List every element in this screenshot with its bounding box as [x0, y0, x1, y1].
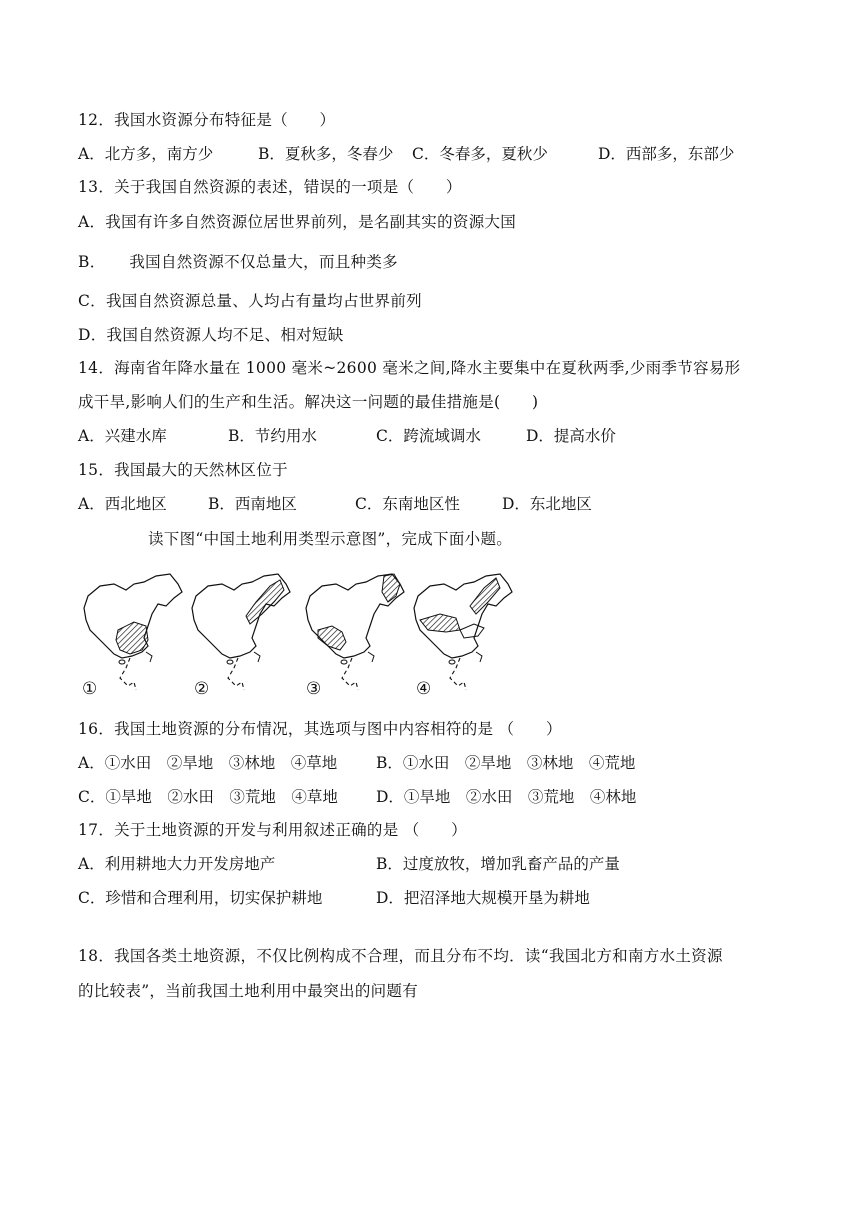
q14-stem-line2: 成干旱,影响人们的生产和生活。解决这一问题的最佳措施是( )	[78, 393, 539, 411]
q15-option-c: C．东南地区性	[355, 495, 460, 513]
q12-option-a: A．北方多，南方少	[78, 145, 214, 163]
map-4	[414, 574, 512, 690]
q18-stem-line1: 18．我国各类土地资源，不仅比例构成不合理，而且分布不均．读“我国北方和南方水土资源	[78, 947, 723, 965]
q15-option-d: D．东北地区	[502, 495, 592, 513]
map-3	[306, 574, 404, 690]
map-label-2: ②	[194, 679, 210, 699]
q17-option-a: A．利用耕地大力开发房地产	[78, 855, 276, 873]
q15-option-a: A．西北地区	[78, 495, 167, 513]
q16-option-c: C．①旱地 ②水田 ③荒地 ④草地	[78, 788, 338, 806]
q16-option-b: B．①水田 ②旱地 ③林地 ④荒地	[376, 754, 636, 772]
q13-option-c: C．我国自然资源总量、人均占有量均占世界前列	[78, 292, 422, 310]
map-2	[192, 574, 290, 690]
q15-stem: 15．我国最大的天然林区位于	[78, 461, 288, 479]
q16-stem: 16．我国土地资源的分布情况，其选项与图中内容相符的是 （ ）	[78, 720, 562, 738]
figure-intro: 读下图“中国土地利用类型示意图”，完成下面小题。	[148, 530, 513, 548]
q16-option-a: A．①水田 ②旱地 ③林地 ④草地	[78, 754, 338, 772]
q16-option-d: D．①旱地 ②水田 ③荒地 ④林地	[376, 788, 637, 806]
q12-option-c: C．冬春多，夏秋少	[412, 145, 548, 163]
q13-option-b: B． 我国自然资源不仅总量大，而且种类多	[78, 253, 398, 271]
q14-stem-line1: 14．海南省年降水量在 1000 毫米~2600 毫米之间,降水主要集中在夏秋两季,少雨季节容易形	[78, 359, 741, 377]
q17-option-c: C．珍惜和合理利用，切实保护耕地	[78, 889, 323, 907]
q12-stem: 12．我国水资源分布特征是（ ）	[78, 111, 336, 129]
q14-option-b: B．节约用水	[228, 427, 317, 445]
q12-option-d: D．西部多，东部少	[598, 145, 735, 163]
q14-option-c: C．跨流域调水	[376, 427, 481, 445]
q15-option-b: B．西南地区	[208, 495, 297, 513]
q14-option-a: A．兴建水库	[78, 427, 167, 445]
q12-option-b: B．夏秋多，冬春少	[258, 145, 394, 163]
land-use-maps-figure	[82, 572, 522, 700]
q13-option-d: D．我国自然资源人均不足、相对短缺	[78, 326, 344, 344]
map-1	[84, 574, 182, 690]
q13-stem: 13．关于我国自然资源的表述，错误的一项是（ ）	[78, 178, 462, 196]
q14-option-d: D．提高水价	[526, 427, 616, 445]
q18-stem-line2: 的比较表”，当前我国土地利用中最突出的问题有	[78, 982, 419, 1000]
q17-stem: 17．关于土地资源的开发与利用叙述正确的是 （ ）	[78, 821, 467, 839]
map-label-3: ③	[306, 679, 322, 699]
q17-option-d: D．把沼泽地大规模开垦为耕地	[376, 889, 590, 907]
q17-option-b: B．过度放牧，增加乳畜产品的产量	[376, 855, 620, 873]
map-label-4: ④	[416, 679, 432, 699]
map-label-1: ①	[82, 679, 98, 699]
q13-option-a: A．我国有许多自然资源位居世界前列，是名副其实的资源大国	[78, 213, 517, 231]
